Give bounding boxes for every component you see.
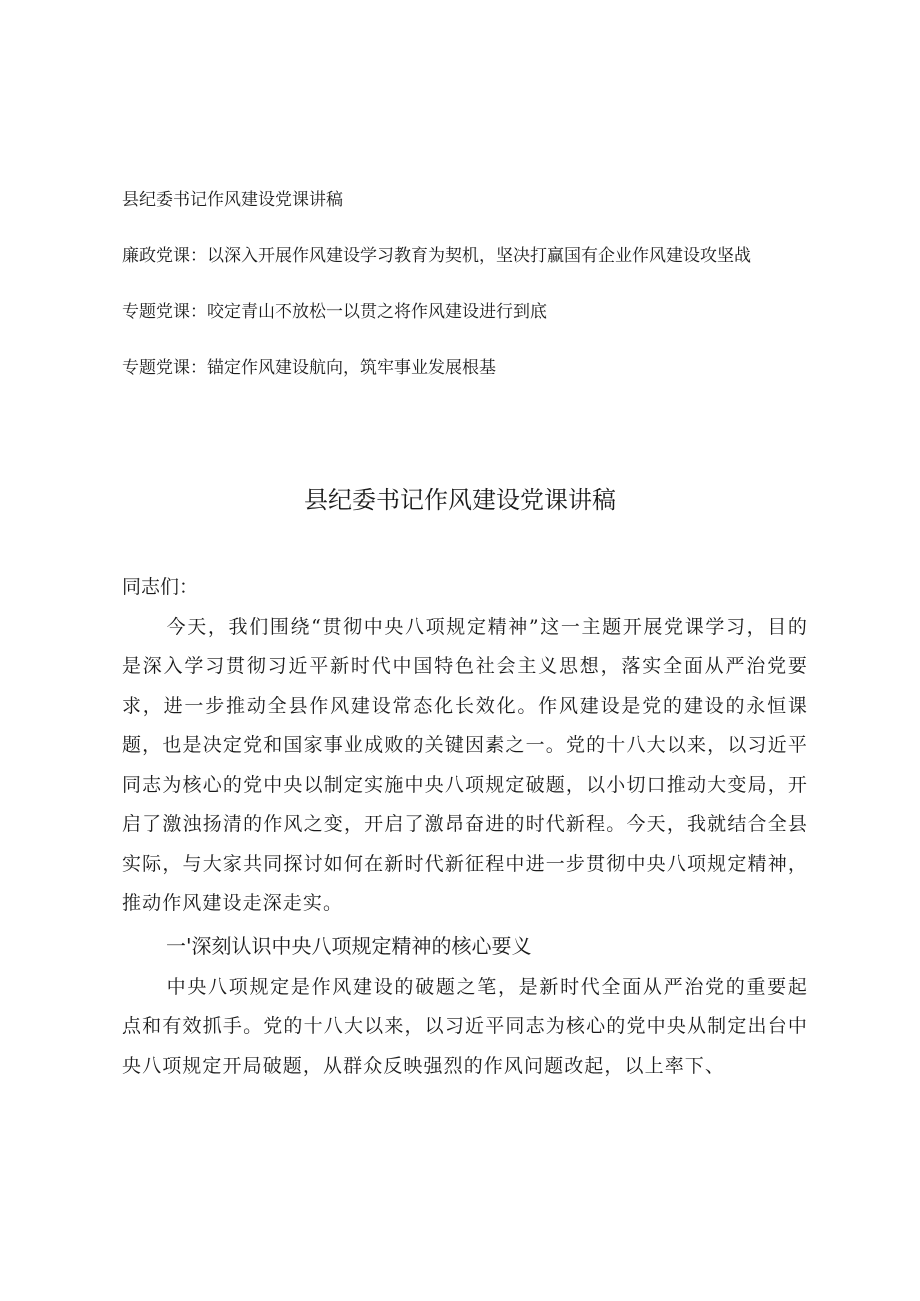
document-title: 县纪委书记作风建设党课讲稿 bbox=[304, 486, 616, 514]
toc-item-2: 廉政党课：以深入开展作风建设学习教育为契机，坚决打赢国有企业作风建设攻坚战 bbox=[122, 246, 751, 266]
toc-item-1: 县纪委书记作风建设党课讲稿 bbox=[122, 190, 343, 210]
toc-item-3: 专题党课：咬定青山不放松一以贯之将作风建设进行到底 bbox=[122, 302, 547, 322]
section-heading-1: 一'深刻认识中央八项规定精神的核心要义 bbox=[166, 933, 532, 958]
section-1-paragraph: 中央八项规定是作风建设的破题之笔，是新时代全面从严治党的重要起点和有效抓手。党的十八大以来，以习近平同志为核心的党中央从制定出台中央八项规定开局破题，从群众反映强烈的作风问题改起，以上率下、 bbox=[122, 975, 808, 1077]
document-body bbox=[122, 568, 808, 1086]
salutation: 同志们： bbox=[122, 576, 199, 598]
table-of-contents bbox=[122, 186, 822, 382]
intro-paragraph: 今天，我们围绕“贯彻中央八项规定精神”这一主题开展党课学习，目的是深入学习贯彻习近平新时代中国特色社会主义思想，落实全面从严治党要求，进一步推动全县作风建设常态化长效化。作风建设是党的建设的永恒课题，也是决定党和国家事业成败的关键因素之一。党的十八大以来，以习近平同志为核心的党中央以制定实施中央八项规定破题，以小切口推动大变局，开启了激浊扬清的作风之变，开启了激昂奋进的时代新程。今天，我就结合全县实际，与大家共同探讨如何在新时代新征程中进一步贯彻中央八项规定精神，推动作风建设走深走实。 bbox=[122, 615, 808, 914]
toc-item-4: 专题党课：锚定作风建设航向，筑牢事业发展根基 bbox=[122, 358, 496, 378]
